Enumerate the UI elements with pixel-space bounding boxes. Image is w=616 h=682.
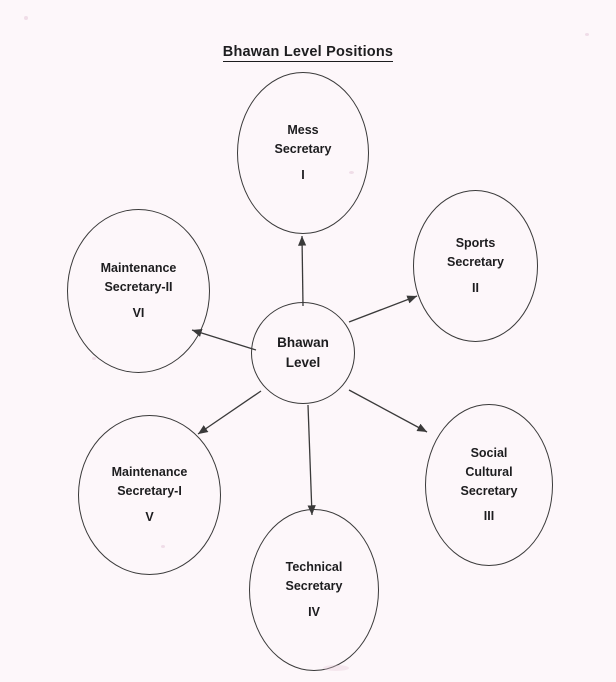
node-technical-secretary-number: IV xyxy=(308,604,320,619)
node-social-cultural-secretary xyxy=(425,404,553,566)
arrow-to-social-cultural-secretary xyxy=(349,390,427,432)
node-mess-secretary-line2: Secretary xyxy=(274,142,332,157)
node-bhawan-level-line1: Bhawan xyxy=(277,334,329,350)
node-maintenance-secretary-1-line1: Maintenance xyxy=(111,465,188,480)
node-technical-secretary-line1: Technical xyxy=(285,560,343,575)
node-maintenance-secretary-2-line1: Maintenance xyxy=(100,261,177,276)
node-mess-secretary-line1: Mess xyxy=(287,123,319,138)
node-maintenance-secretary-2-line2: Secretary-II xyxy=(104,280,173,295)
node-maintenance-secretary-1-number: V xyxy=(145,509,154,524)
node-sports-secretary xyxy=(413,190,538,342)
node-maintenance-secretary-2 xyxy=(67,209,210,373)
node-social-cultural-secretary-line2: Cultural xyxy=(465,464,513,479)
node-maintenance-secretary-1-line2: Secretary-I xyxy=(117,484,182,499)
arrow-to-technical-secretary xyxy=(308,405,312,515)
arrow-to-maintenance-secretary-2 xyxy=(192,330,256,350)
node-social-cultural-secretary-line3: Secretary xyxy=(460,483,518,498)
node-technical-secretary xyxy=(249,509,379,671)
node-social-cultural-secretary-line1: Social xyxy=(470,446,508,460)
node-maintenance-secretary-1 xyxy=(78,415,221,575)
node-sports-secretary-line2: Secretary xyxy=(447,255,504,270)
arrow-to-mess-secretary xyxy=(302,236,303,306)
node-bhawan-level-hub xyxy=(251,302,355,404)
arrow-to-maintenance-secretary-1 xyxy=(198,391,261,434)
arrow-to-sports-secretary xyxy=(349,296,417,322)
node-bhawan-level-line2: Level xyxy=(285,355,321,370)
node-sports-secretary-line1: Sports xyxy=(455,236,496,251)
node-mess-secretary-number: I xyxy=(301,167,305,182)
node-sports-secretary-number: II xyxy=(472,280,479,295)
node-mess-secretary xyxy=(237,72,369,234)
node-maintenance-secretary-2-number: VI xyxy=(132,305,145,320)
node-technical-secretary-line2: Secretary xyxy=(285,579,343,594)
page-title: Bhawan Level Positions xyxy=(222,44,394,60)
node-social-cultural-secretary-number: III xyxy=(483,509,495,524)
